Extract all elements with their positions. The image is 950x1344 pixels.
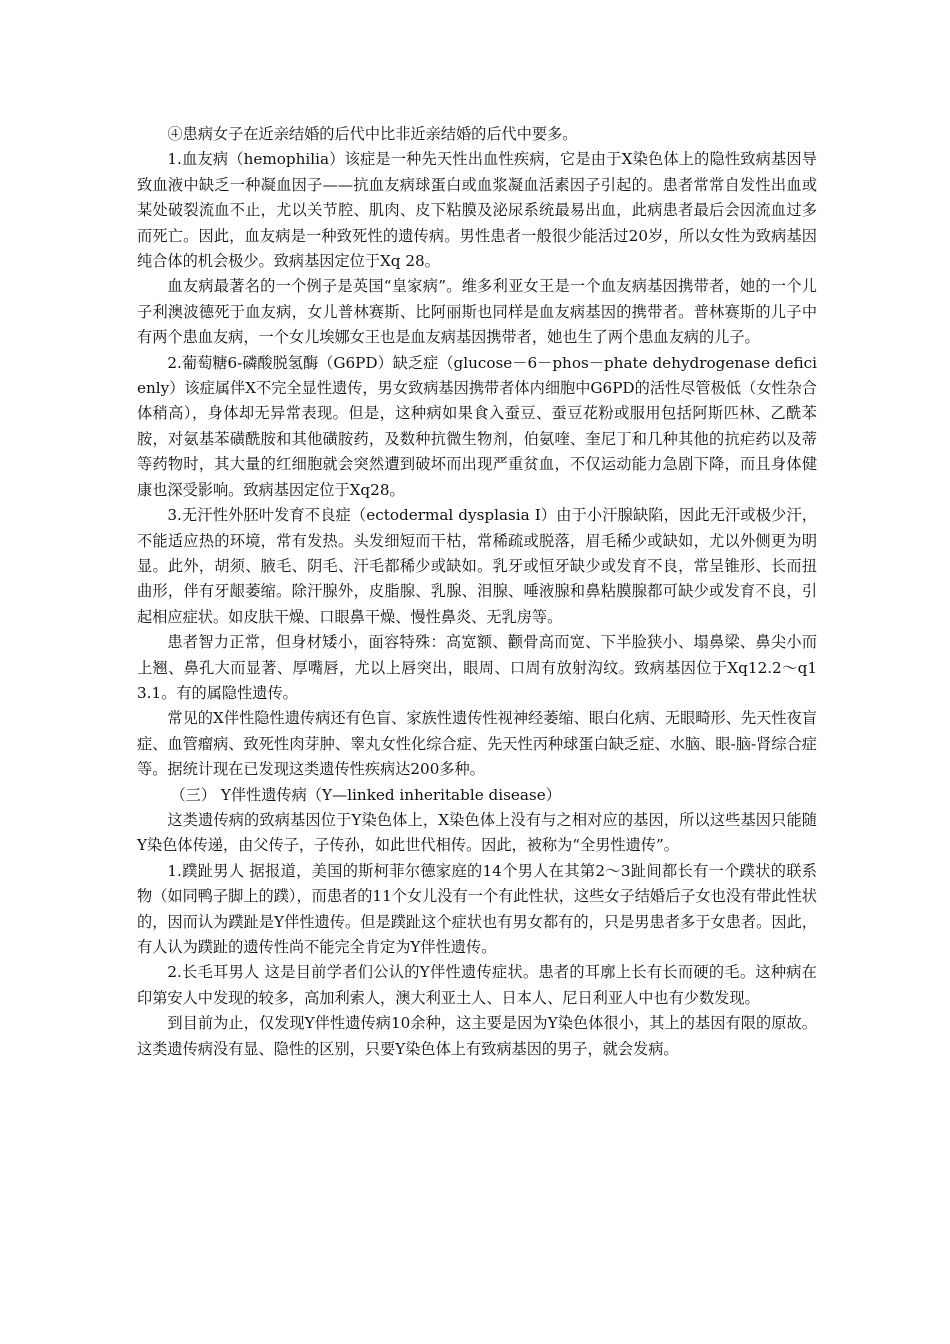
- paragraph-y-linked-summary: 到目前为止，仅发现Y伴性遗传病10余种，这主要是因为Y染色体很小，其上的基因有限的原故。这类遗传病没有显、隐性的区别，只要Y染色体上有致病基因的男子，就会发病。: [137, 1014, 817, 1058]
- paragraph-y-linked-intro: 这类遗传病的致病基因位于Y染色体上，X染色体上没有与之相对应的基因，所以这些基因只能随Y染色体传递，由父传子，子传孙，如此世代相传。因此，被称为“全男性遗传”。: [137, 810, 817, 855]
- paragraph-royal-disease: 血友病最著名的一个例子是英国“皇家病”。维多利亚女王是一个血友病基因携带者，她的一个儿子利澳波德死于血友病，女儿普林赛斯、比阿丽斯也同样是血友病基因的携带者。普林赛斯的儿子中有两个患血友病，一个女儿埃娜女王也是血友病基因携带者，她也生了两个患血友病的儿子。: [137, 277, 817, 347]
- paragraph-g6pd-deficiency: 2.葡萄糖6-磷酸脱氢酶（G6PD）缺乏症（glucose－6－phos－phate dehydrogenase deficienly）该症属伴X不完全显性遗传，男女致病基因携带者体内细胞中G6PD的活性尽管极低（女性杂合体稍高），身体却无异常表现。但是，这种病如果食入蚕豆、蚕豆花粉或服用包括阿斯匹林、乙酰苯胺，对氨基苯磺酰胺和其他磺胺药，及数种抗微生物剂，伯氨喹、奎尼丁和几种其他的抗疟药以及蒂等药物时，其大量的红细胞就会突然遭到破坏而出现严重贫血，不仅运动能力急剧下降，而且身体健康也深受影响。致病基因定位于Xq28。: [137, 353, 817, 499]
- document-body: [137, 122, 817, 1062]
- section-heading-y-linked: （三） Y伴性遗传病（Y—linked inheritable disease）: [170, 785, 561, 804]
- paragraph-hemophilia: 1.血友病（hemophilia）该症是一种先天性出血性疾病，它是由于X染色体上的隐性致病基因导致血液中缺乏一种凝血因子——抗血友病球蛋白或血浆凝血活素因子引起的。患者常常自发性出血或某处破裂流血不止，尤以关节腔、肌肉、皮下粘膜及泌尿系统最易出血，此病患者最后会因流血过多而死亡。因此，血友病是一种致死性的遗传病。男性患者一般很少能活过20岁，所以女性为致病基因纯合体的机会极少。致病基因定位于Xq 28。: [137, 150, 817, 271]
- paragraph-inbred-female-note: ④患病女子在近亲结婚的后代中比非近亲结婚的后代中要多。: [167, 125, 578, 143]
- paragraph-other-x-linked-diseases: 常见的X伴性隐性遗传病还有色盲、家族性遗传性视神经萎缩、眼白化病、无眼畸形、先天性夜盲症、血管瘤病、致死性肉芽肿、睾丸女性化综合症、先天性丙种球蛋白缺乏症、水脑、眼-脑-肾综合症等。据统计现在已发现这类遗传性疾病达200多种。: [137, 709, 817, 779]
- paragraph-webbed-toes: 1.蹼趾男人 据报道，美国的斯柯菲尔德家庭的14个男人在其第2～3趾间都长有一个蹼状的联系物（如同鸭子脚上的蹼），而患者的11个女儿没有一个有此性状，这些女子结婚后子女也没有带此性状的，因而认为蹼趾是Y伴性遗传。但是蹼趾这个症状也有男女都有的，只是男患者多于女患者。因此，有人认为蹼趾的遗传性尚不能完全肯定为Y伴性遗传。: [137, 861, 817, 956]
- paragraph-hairy-ears: 2.长毛耳男人 这是目前学者们公认的Y伴性遗传症状。患者的耳廓上长有长而硬的毛。这种病在印第安人中发现的较多，高加利索人，澳大利亚土人、日本人、尼日利亚人中也有少数发现。: [137, 963, 817, 1007]
- paragraph-ectodermal-dysplasia: 3.无汗性外胚叶发育不良症（ectodermal dysplasia I）由于小汗腺缺陷，因此无汗或极少汗，不能适应热的环境，常有发热。头发细短而干枯，常稀疏或脱落，眉毛稀少或缺如，尤以外侧更为明显。此外，胡须、腋毛、阴毛、汗毛都稀少或缺如。乳牙或恒牙缺少或发育不良，常呈锥形、长而扭曲形，伴有牙龈萎缩。除汗腺外，皮脂腺、乳腺、泪腺、唾液腺和鼻粘膜腺都可缺少或发育不良，引起相应症状。如皮肤干燥、口眼鼻干燥、慢性鼻炎、无乳房等。: [137, 506, 817, 626]
- paragraph-patient-features: 患者智力正常，但身材矮小，面容特殊：高宽额、颧骨高而宽、下半脸狭小、塌鼻梁、鼻尖小而上翘、鼻孔大而显著、厚嘴唇，尤以上唇突出，眼周、口周有放射沟纹。致病基因位于Xq12.2～q13.1。有的属隐性遗传。: [137, 633, 817, 702]
